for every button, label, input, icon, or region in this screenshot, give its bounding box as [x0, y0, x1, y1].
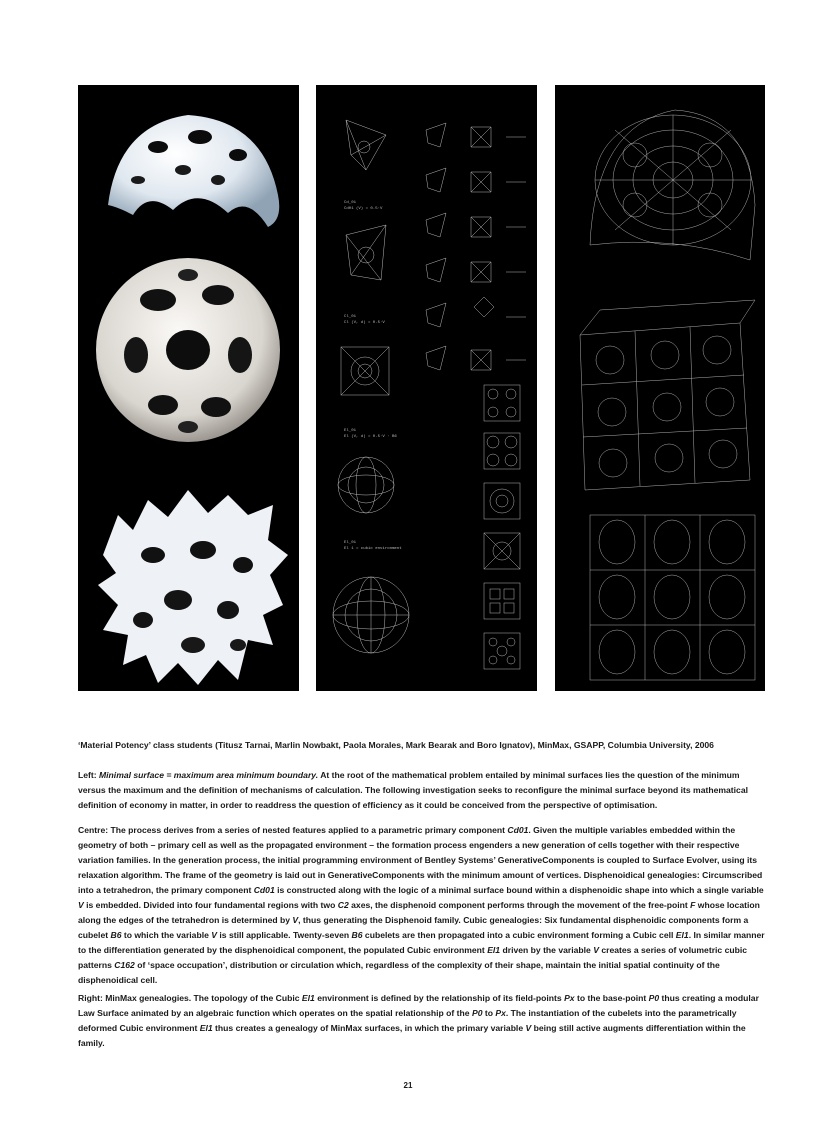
- para-centre-text: . In similar manner to the differentiation generated by the disphenoidical component, the populated Cubic environment: [78, 930, 765, 955]
- para-centre-text: driven by the variable: [500, 945, 594, 955]
- para-right-text: thus creating a modular Law Surface animated by an algebraic function which operates on the spatial relationship of the: [78, 993, 759, 1018]
- generative-diagrams: [316, 85, 537, 691]
- para-centre-text: to which the variable: [121, 930, 212, 940]
- disphenoid-family-grid: [426, 123, 526, 370]
- para-right-text: thus creates a genealogy of MinMax surfaces, in which the primary variable: [212, 1023, 526, 1033]
- centre-label-3-detail: El (V, d) = 0.5·V · B6: [344, 435, 397, 439]
- para-centre-term: F: [690, 900, 696, 910]
- wireframe-dome: [590, 110, 755, 260]
- para-centre-term: V: [78, 900, 84, 910]
- para-right-term: Px: [495, 1008, 506, 1018]
- figure-right-panel: [555, 85, 765, 691]
- para-centre-text: . Given the multiple variables embedded within the geometry of both – primary cell as well as the propagated environment – the formation process engenders a new generation of cells together with their respective variation families. In the generation process, the initial programming environment of Bentley Systems’ GenerativeComponents is coupled to Surface Evolver, using its relaxation algorithm. The frame of the geometry is laid out in GenerativeComponents with the minimum amount of vertices. Disphenoidical genealogies: Circumscribed into a tetrahedron, the primary component: [78, 825, 763, 895]
- disphenoid-cell-2: [346, 225, 386, 280]
- para-centre-text: axes, the disphenoid component performs through the movement of the free-point: [348, 900, 691, 910]
- para-centre-text: creates a series of volumetric cubic patterns: [78, 945, 748, 970]
- para-centre-term: V: [292, 915, 299, 925]
- para-right-text: environment is defined by the relationship of its field-points: [314, 993, 565, 1003]
- centre-label-1: Cd_01: [344, 201, 357, 205]
- para-centre-term: Cd01: [507, 825, 529, 835]
- minmax-wireframes: [555, 85, 765, 691]
- minimal-surface-renders: [78, 85, 299, 691]
- figure-caption: [78, 738, 768, 753]
- para-centre-term: V: [211, 930, 217, 940]
- centre-label-4: El_01: [344, 541, 357, 545]
- para-left-body: At the root of the mathematical problem entailed by minimal surfaces lies the question of the minimum versus the maximum and the definition of mechanisms of calculation. The following investigation seeks to reconfigure the minimal surface beyond its mathematical definition of economy in matter, in order to readdress the question of efficiency as it could be conceived from the perspective of optimisation.: [78, 770, 748, 810]
- wireframe-block: [590, 515, 755, 680]
- para-right-text: being still active augments differentiation within the family.: [78, 1023, 746, 1048]
- disphenoid-cell-1: [346, 120, 386, 170]
- cubic-cell-3: [333, 577, 409, 653]
- para-centre-term: El1: [675, 930, 689, 940]
- centre-label-1-detail: Cd01 (V) = 0.5·V: [344, 207, 383, 211]
- para-centre-term: Cd01: [253, 885, 275, 895]
- centre-label-2: Cl_01: [344, 315, 357, 319]
- para-right-text: to the base-point: [574, 993, 649, 1003]
- paragraph-left: [78, 768, 768, 813]
- para-right-term: V: [525, 1023, 532, 1033]
- para-centre-term: El1: [487, 945, 501, 955]
- para-right-text: . The instantiation of the cubelets into the parametrically deformed Cubic environment: [78, 1008, 737, 1033]
- para-centre-text: Centre: The process derives from a series of nested features applied to a parametric primary component: [78, 825, 508, 835]
- para-centre-text: is still applicable. Twenty-seven: [217, 930, 352, 940]
- para-centre-text: of ‘space occupation’, distribution or circulation which, regardless of the complexity of their shape, maintain the initial spatial continuity of the disphenoidical cell.: [78, 960, 720, 985]
- para-right-term: P0: [471, 1008, 483, 1018]
- para-centre-term: V: [593, 945, 599, 955]
- wireframe-cube: [580, 300, 755, 490]
- para-centre-term: C2: [337, 900, 349, 910]
- para-centre-text: cubelets are then propagated into a cubic environment forming a Cubic cell: [362, 930, 676, 940]
- figure-left-panel: [78, 85, 299, 691]
- page-number: 21: [403, 1081, 413, 1090]
- paragraph-right: [78, 991, 768, 1051]
- para-right-term: P0: [648, 993, 660, 1003]
- centre-label-2-detail: Cl (V, d) = 0.5·V: [344, 321, 385, 325]
- para-left-emphasis: Minimal surface = maximum area minimum boundary.: [99, 770, 319, 780]
- render-sphere: [96, 258, 280, 442]
- para-right-term: Px: [564, 993, 575, 1003]
- para-right-text: to: [482, 1008, 496, 1018]
- para-centre-text: whose location along the edges of the tetrahedron is determined by: [78, 900, 760, 925]
- para-centre-text: , thus generating the Disphenoid family. Cubic genealogies: Six fundamental disphenoidic components form a cubelet: [78, 915, 749, 940]
- para-centre-text: is embedded. Divided into four fundamental regions with two: [83, 900, 338, 910]
- centre-label-4-detail: El 1 = cubic environment: [344, 547, 402, 551]
- caption-text: ‘Material Potency’ class students (Titusz Tarnai, Marlin Nowbakt, Paola Morales, Mark Bearak and Boro Ignatov), MinMax, GSAPP, Columbia University, 2006: [78, 740, 714, 750]
- para-centre-term: C162: [114, 960, 135, 970]
- render-dome: [108, 115, 279, 227]
- para-right-term: El1: [301, 993, 315, 1003]
- cubic-cell-2: [338, 457, 394, 513]
- para-left-lead: Left:: [78, 770, 100, 780]
- cubic-pattern-grid: [484, 385, 520, 669]
- para-centre-text: is constructed along with the logic of a minimal surface bound within a disphenoidic shape into which a single variable: [274, 885, 764, 895]
- para-right-text: Right: MinMax genealogies. The topology of the Cubic: [78, 993, 302, 1003]
- para-right-term: El1: [199, 1023, 213, 1033]
- paragraph-centre: [78, 823, 768, 988]
- render-spiky-cube: [98, 490, 288, 685]
- para-centre-term: B6: [110, 930, 122, 940]
- cubic-cell-1: [341, 347, 389, 395]
- para-centre-term: B6: [351, 930, 363, 940]
- centre-label-3: El_01: [344, 429, 357, 433]
- figure-centre-panel: [316, 85, 537, 691]
